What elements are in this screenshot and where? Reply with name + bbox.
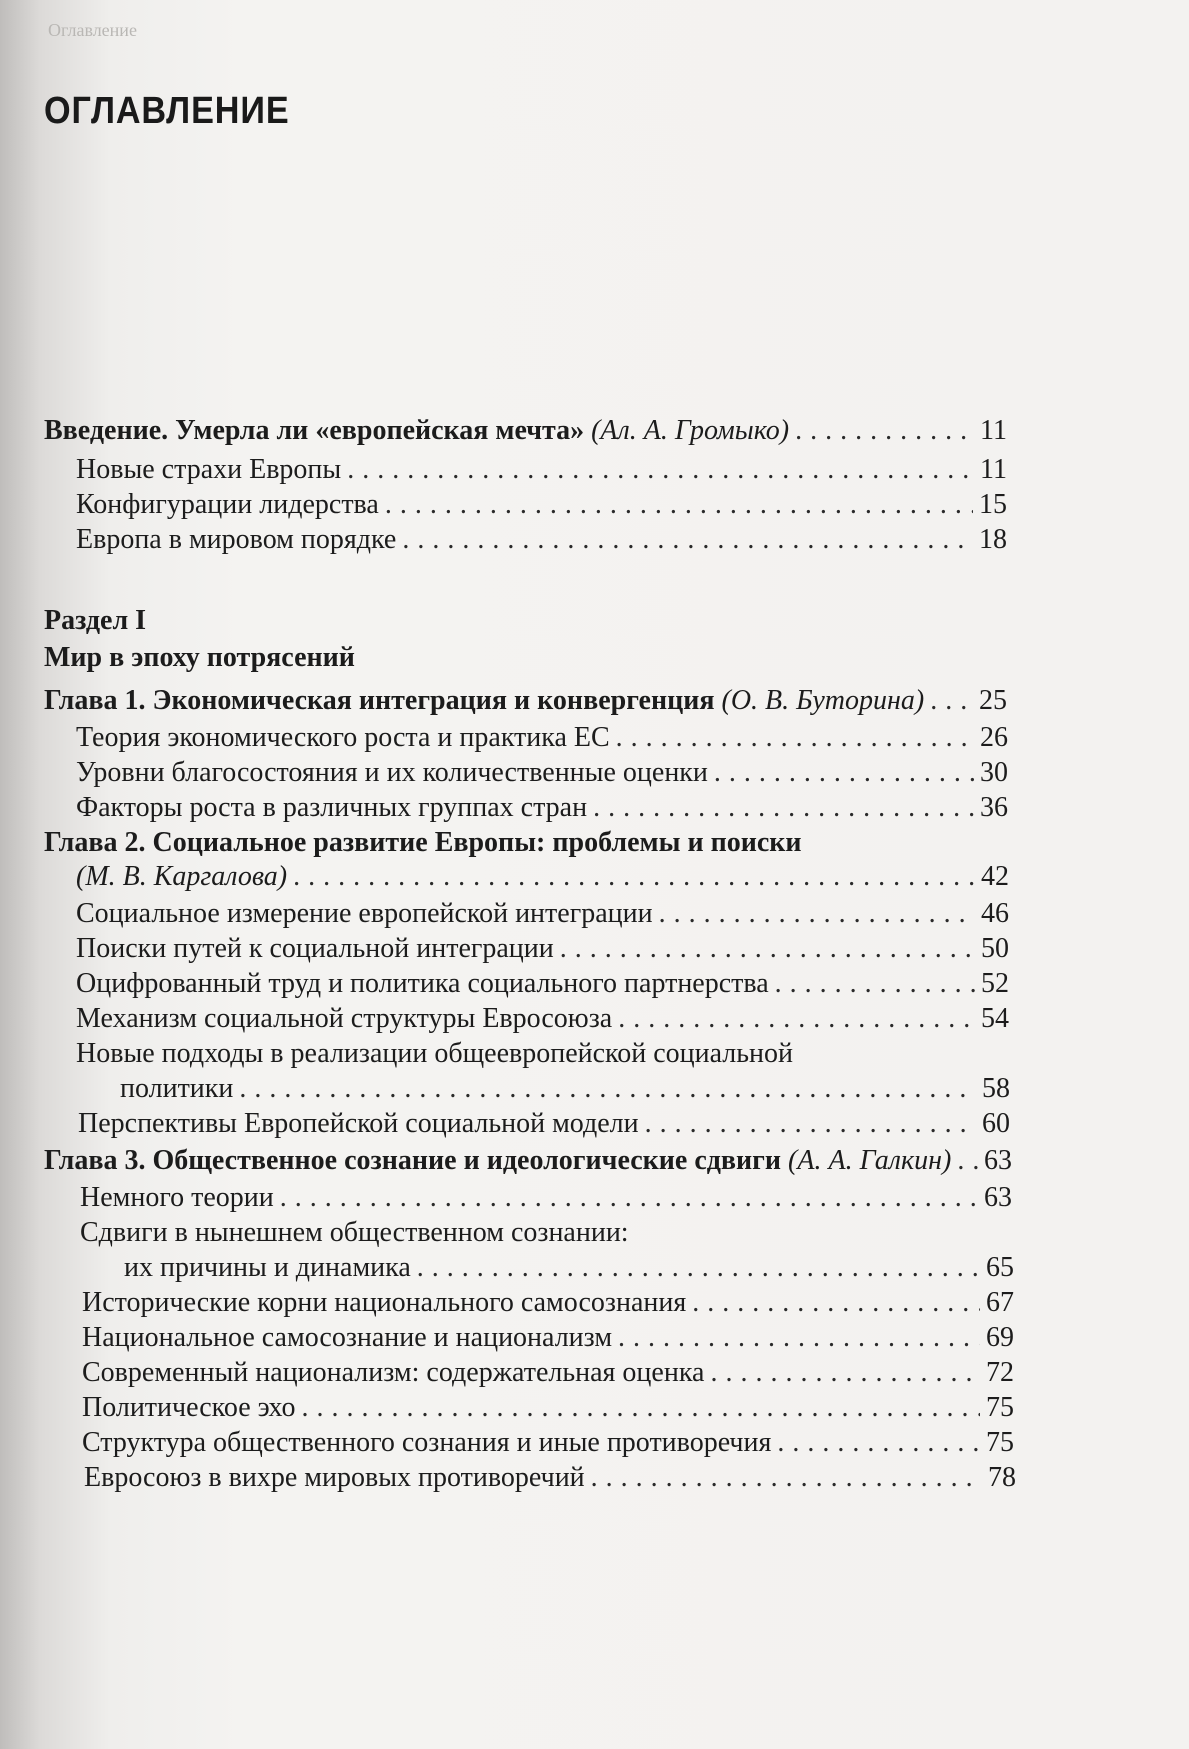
toc-item [120, 1072, 1010, 1106]
item-label: Новые подходы в реализации общеевропейской социальной [76, 1038, 794, 1069]
toc-item [76, 897, 1009, 931]
toc-item [82, 1286, 1014, 1320]
page-number: 25 [979, 685, 1007, 716]
item-label: Перспективы Европейской социальной модели [78, 1108, 639, 1139]
page-number: 18 [979, 524, 1007, 555]
entry-author: (О. В. Буторина) [721, 685, 925, 716]
toc-entry-chapter-2 [76, 860, 1009, 894]
item-label: Оцифрованный труд и политика социального партнерства [76, 968, 769, 999]
dot-leader [645, 1107, 976, 1141]
dot-leader [402, 523, 973, 557]
running-head: Оглавление [48, 20, 137, 40]
toc-item [76, 488, 1007, 522]
entry-title: Глава 1. Экономическая интеграция и конвергенция [44, 685, 715, 716]
dot-leader [710, 1356, 980, 1390]
toc-item [76, 1002, 1009, 1036]
item-label: Немного теории [80, 1182, 274, 1213]
entry-author: (М. В. Каргалова) [76, 861, 288, 892]
page-number: 78 [988, 1462, 1016, 1493]
toc-item [82, 1426, 1014, 1460]
page-number: 15 [979, 489, 1007, 520]
toc-item [76, 523, 1007, 557]
item-label: Структура общественного сознания и иные противоречия [82, 1427, 772, 1458]
dot-leader [560, 932, 975, 966]
item-label: Новые страхи Европы [76, 454, 342, 485]
item-label-continued: политики [120, 1073, 234, 1104]
dot-leader [659, 897, 975, 931]
page-number: 52 [981, 968, 1009, 999]
page-number: 75 [986, 1427, 1014, 1458]
dot-leader [593, 791, 974, 825]
dot-leader [930, 684, 973, 718]
toc-item [80, 1181, 1012, 1215]
dot-leader [591, 1461, 982, 1495]
item-label: Исторические корни национального самосознания [82, 1287, 687, 1318]
toc-item [76, 453, 1007, 487]
toc-entry-chapter-2-title: Глава 2. Социальное развитие Европы: проблемы и поиски [44, 827, 802, 858]
entry-author: (Ал. А. Громыко) [591, 415, 790, 446]
section-title: Мир в эпоху потрясений [44, 642, 355, 673]
item-label: Конфигурации лидерства [76, 489, 379, 520]
toc-item [76, 932, 1009, 966]
page-number: 58 [982, 1073, 1010, 1104]
item-label: Факторы роста в различных группах стран [76, 792, 588, 823]
toc-item [76, 791, 1008, 825]
toc-entry-chapter-1 [44, 684, 1007, 718]
dot-leader [618, 1321, 980, 1355]
toc-item [84, 1461, 1016, 1495]
toc-item [82, 1321, 1014, 1355]
page-number: 42 [981, 861, 1009, 892]
page-number: 11 [980, 454, 1007, 485]
dot-leader [692, 1286, 980, 1320]
page-number: 63 [984, 1145, 1012, 1176]
item-label: Европа в мировом порядке [76, 524, 397, 555]
dot-leader [280, 1181, 978, 1215]
page-number: 50 [981, 933, 1009, 964]
page-number: 54 [981, 1003, 1009, 1034]
page-number: 46 [981, 898, 1009, 929]
toc-item [76, 756, 1008, 790]
page-number: 11 [980, 415, 1007, 446]
dot-leader [618, 1002, 975, 1036]
item-label: Уровни благосостояния и их количественные оценки [76, 757, 708, 788]
item-label: Сдвиги в нынешнем общественном сознании: [80, 1217, 629, 1248]
item-label-continued: их причины и динамика [124, 1252, 411, 1283]
page-number: 26 [980, 722, 1008, 753]
dot-leader [301, 1391, 980, 1425]
page-number: 63 [984, 1182, 1012, 1213]
item-label: Поиски путей к социальной интеграции [76, 933, 554, 964]
toc-entry-intro [44, 414, 1007, 448]
dot-leader [795, 414, 974, 448]
dot-leader [616, 721, 974, 755]
toc-item [124, 1251, 1014, 1285]
page-number: 72 [986, 1357, 1014, 1388]
toc-item [82, 1356, 1014, 1390]
dot-leader [417, 1251, 980, 1285]
dot-leader [347, 453, 974, 487]
dot-leader [714, 756, 974, 790]
toc-entry-chapter-3 [44, 1144, 1012, 1178]
section-label: Раздел I [44, 605, 147, 636]
page-number: 65 [986, 1252, 1014, 1283]
page-number: 30 [980, 757, 1008, 788]
dot-leader [775, 967, 975, 1001]
item-label: Политическое эхо [82, 1392, 296, 1423]
dot-leader [293, 860, 975, 894]
toc-item [76, 721, 1008, 755]
item-label: Механизм социальной структуры Евросоюза [76, 1003, 613, 1034]
toc-item [76, 967, 1009, 1001]
toc-item [78, 1107, 1010, 1141]
page-number: 67 [986, 1287, 1014, 1318]
dot-leader [239, 1072, 976, 1106]
item-label: Современный национализм: содержательная оценка [82, 1357, 705, 1388]
item-label: Социальное измерение европейской интеграции [76, 898, 653, 929]
entry-title: Глава 3. Общественное сознание и идеологические сдвиги [44, 1145, 782, 1176]
entry-author: (А. А. Галкин) [788, 1145, 952, 1176]
page-number: 69 [986, 1322, 1014, 1353]
item-label: Национальное самосознание и национализм [82, 1322, 613, 1353]
dot-leader [777, 1426, 980, 1460]
page-number: 75 [986, 1392, 1014, 1423]
dot-leader [957, 1144, 978, 1178]
entry-title: Введение. Умерла ли «европейская мечта» [44, 415, 585, 446]
toc-item [82, 1391, 1014, 1425]
page-title: ОГЛАВЛЕНИЕ [44, 90, 290, 132]
item-label: Теория экономического роста и практика ЕС [76, 722, 610, 753]
page-number: 36 [980, 792, 1008, 823]
page-number: 60 [982, 1108, 1010, 1139]
dot-leader [385, 488, 973, 522]
item-label: Евросоюз в вихре мировых противоречий [84, 1462, 585, 1493]
